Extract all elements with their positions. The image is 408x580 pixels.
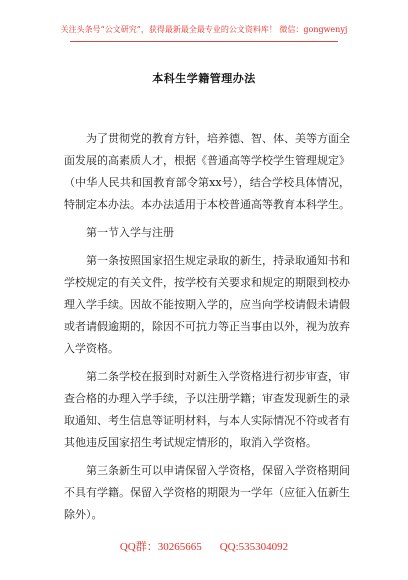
footer-qq-group: QQ群：30265665 xyxy=(119,541,202,553)
article-paragraph: 第二条学校在报到时对新生入学资格进行初步审查，审查合格的办理入学手续，予以注册学籍；审查发现新生的录取通知、考生信息等证明材料，与本人实际情况不符或者有其他违反国家招生考试规定情形的，取消入学资格。 xyxy=(64,370,350,449)
article-paragraph: 第三条新生可以申请保留入学资格，保留入学资格期间不具有学籍。保留入学资格的期限为一学年（应征入伍新生除外）。 xyxy=(64,464,350,521)
article-paragraph: 第一条按照国家招生规定录取的新生，持录取通知书和学校规定的有关文件，按学校有关要求和规定的期限到校办理入学手续。因故不能按期入学的，应当向学校请假未请假或者请假逾期的，除因不可抗力等正当事由以外，视为放弃入学资格。 xyxy=(64,254,350,355)
header-promo-note: 关注头条号“公文研究”，获得最新最全最专业的公文资料库！ 微信：gongwenyj xyxy=(60,25,348,34)
document-title: 本科生学籍管理办法 xyxy=(152,72,256,85)
footer-contact xyxy=(0,540,408,554)
footer-qq-number: QQ:535304092 xyxy=(219,541,289,553)
document-body xyxy=(64,128,350,532)
intro-paragraph: 为了贯彻党的教育方针，培养德、智、体、美等方面全面发展的高素质人才，根据《普通高等学校学生管理规定》（中华人民共和国教育部令第xx号），结合学校具体情况，特制定本办法。本办法适用于本校普通高等教育本科学生。 xyxy=(64,132,350,211)
header-divider xyxy=(70,41,338,42)
section-heading: 第一节入学与注册 xyxy=(86,226,174,239)
